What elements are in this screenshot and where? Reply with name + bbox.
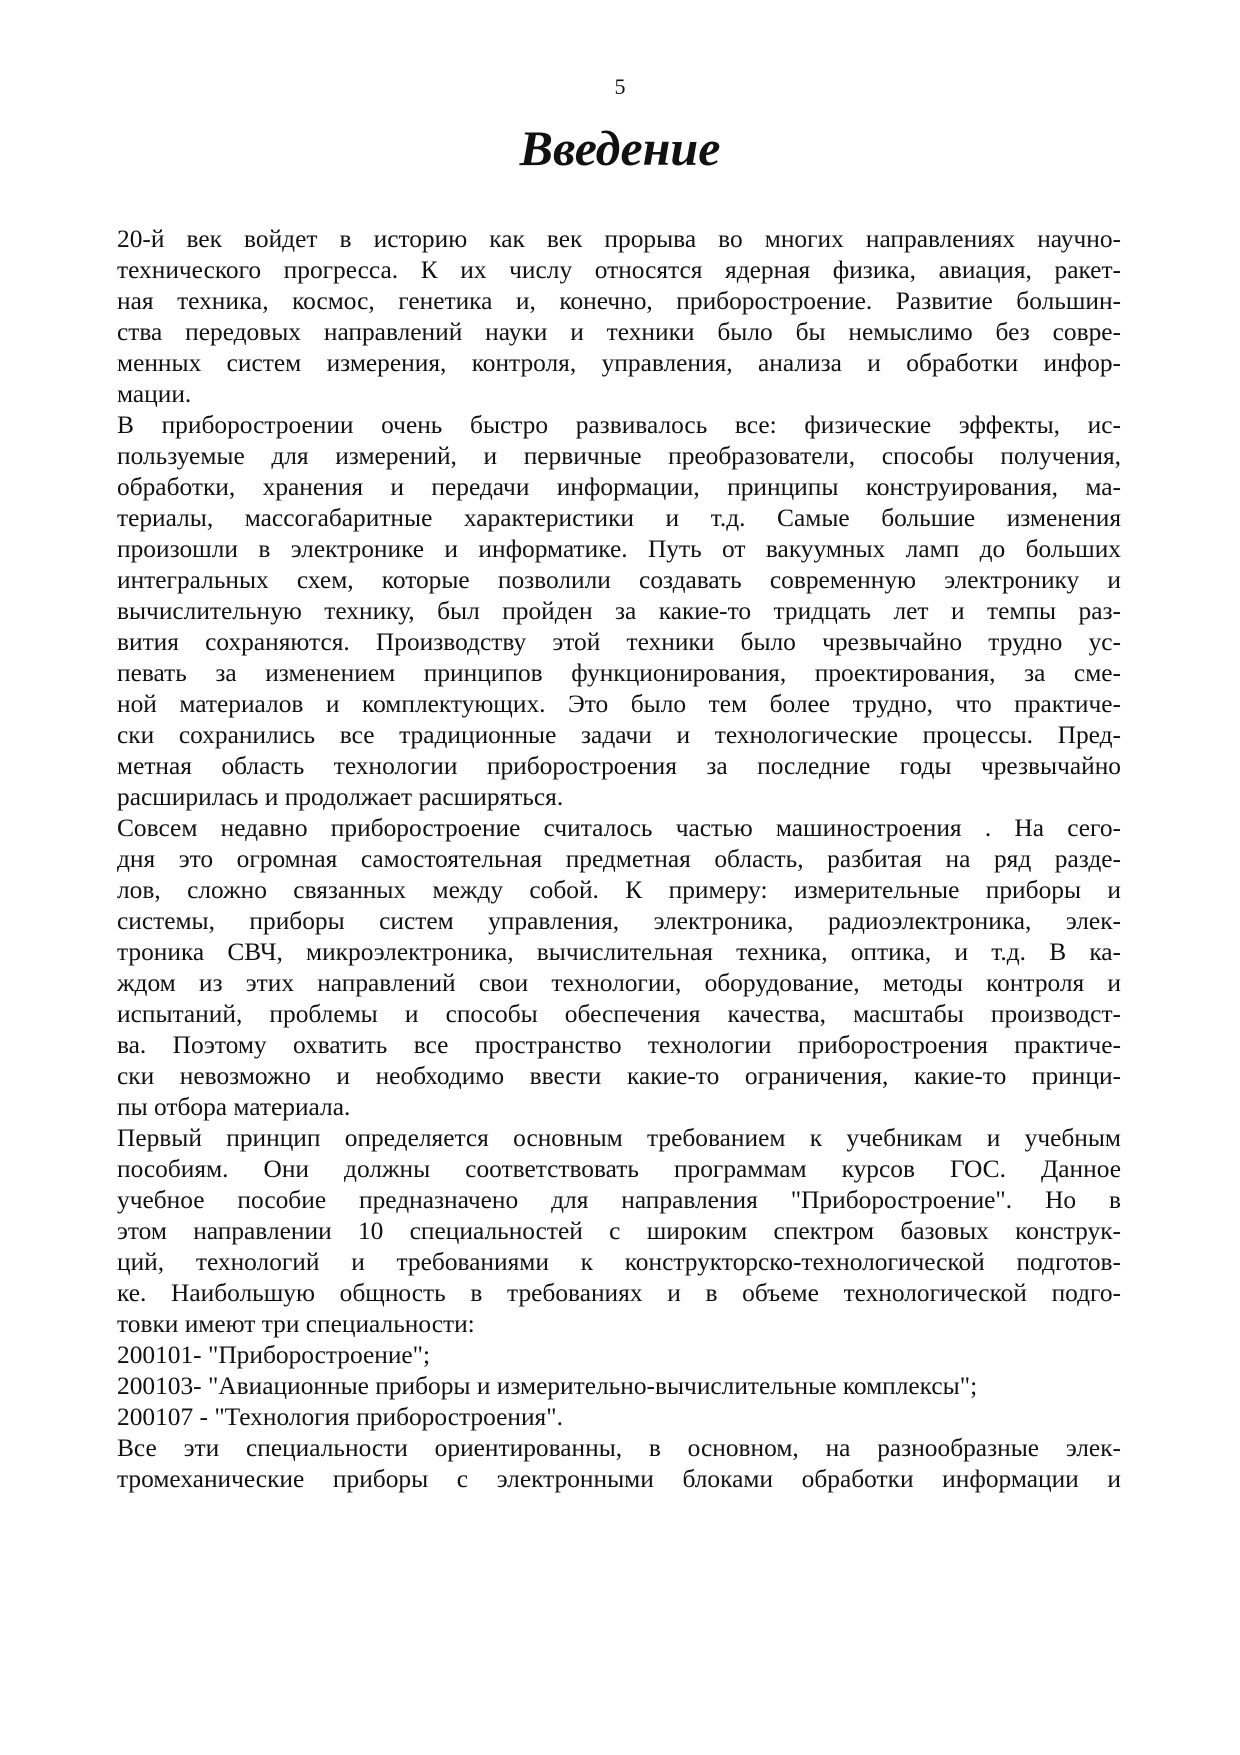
page-title: Введение — [519, 120, 721, 176]
text-line: ва. Поэтому охватить все пространство технологии приборостроения практиче- — [117, 1031, 1121, 1059]
text-line: Первый принцип определяется основным требованием к учебникам и учебным — [117, 1124, 1121, 1152]
body-text — [117, 224, 1121, 1495]
text-line: обработки, хранения и передачи информации, принципы конструирования, ма- — [117, 473, 1121, 501]
text-line: технического прогресса. К их числу относятся ядерная физика, авиация, ракет- — [117, 256, 1121, 284]
text-line: пособиям. Они должны соответствовать программам курсов ГОС. Данное — [117, 1155, 1121, 1183]
text-line: вычислительную технику, был пройден за какие-то тридцать лет и темпы раз- — [117, 597, 1121, 625]
text-line: ке. Наибольшую общность в требованиях и в объеме технологической подго- — [117, 1279, 1121, 1307]
text-line: системы, приборы систем управления, электроника, радиоэлектроника, элек- — [117, 907, 1121, 935]
text-line: Совсем недавно приборостроение считалось частью машиностроения . На сего- — [117, 814, 1121, 842]
text-line: интегральных схем, которые позволили создавать современную электронику и — [117, 566, 1121, 594]
text-line: ждом из этих направлений свои технологии, оборудование, методы контроля и — [117, 969, 1121, 997]
text-line: дня это огромная самостоятельная предметная область, разбитая на ряд разде- — [117, 845, 1121, 873]
text-line: расширилась и продолжает расширяться. — [117, 783, 564, 811]
text-line: испытаний, проблемы и способы обеспечения качества, масштабы производст- — [117, 1000, 1121, 1028]
text-line: 200103- "Авиационные приборы и измерительно-вычислительные комплексы"; — [117, 1372, 978, 1400]
text-line: произошли в электронике и информатике. Путь от вакуумных ламп до больших — [117, 535, 1121, 563]
text-line: товки имеют три специальности: — [117, 1310, 475, 1338]
text-line: ций, технологий и требованиями к конструкторско-технологической подготов- — [117, 1248, 1121, 1276]
text-line: 200101- "Приборостроение"; — [117, 1341, 431, 1369]
text-line: 20-й век войдет в историю как век прорыва во многих направлениях научно- — [117, 225, 1121, 253]
text-line: пользуемые для измерений, и первичные преобразователи, способы получения, — [117, 442, 1121, 470]
text-line: учебное пособие предназначено для направления "Приборостроение". Но в — [117, 1186, 1121, 1214]
text-line: лов, сложно связанных между собой. К примеру: измерительные приборы и — [117, 876, 1121, 904]
text-line: пы отбора материала. — [117, 1093, 351, 1121]
text-line: ства передовых направлений науки и техники было бы немыслимо без совре- — [117, 318, 1121, 346]
text-line: троника СВЧ, микроэлектроника, вычислительная техника, оптика, и т.д. В ка- — [117, 938, 1121, 966]
text-line: менных систем измерения, контроля, управления, анализа и обработки инфор- — [117, 349, 1121, 377]
page-number: 5 — [614, 74, 626, 99]
text-line: 200107 - "Технология приборостроения". — [117, 1403, 563, 1431]
text-line: этом направлении 10 специальностей с широким спектром базовых конструк- — [117, 1217, 1121, 1245]
text-line: мации. — [117, 380, 192, 408]
text-line: метная область технологии приборостроения за последние годы чрезвычайно — [117, 752, 1121, 780]
text-line: ная техника, космос, генетика и, конечно, приборостроение. Развитие большин- — [117, 287, 1121, 315]
text-line: ной материалов и комплектующих. Это было тем более трудно, что практиче- — [117, 690, 1121, 718]
text-line: Все эти специальности ориентированны, в основном, на разнообразные элек- — [117, 1434, 1121, 1462]
text-line: певать за изменением принципов функционирования, проектирования, за сме- — [117, 659, 1121, 687]
text-line: тромеханические приборы с электронными блоками обработки информации и — [117, 1465, 1121, 1493]
text-line: вития сохраняются. Производству этой техники было чрезвычайно трудно ус- — [117, 628, 1121, 656]
text-line: В приборостроении очень быстро развивалось все: физические эффекты, ис- — [117, 411, 1121, 439]
text-line: териалы, массогабаритные характеристики и т.д. Самые большие изменения — [117, 504, 1121, 532]
text-line: ски невозможно и необходимо ввести какие-то ограничения, какие-то принци- — [117, 1062, 1121, 1090]
text-line: ски сохранились все традиционные задачи и технологические процессы. Пред- — [117, 721, 1121, 749]
